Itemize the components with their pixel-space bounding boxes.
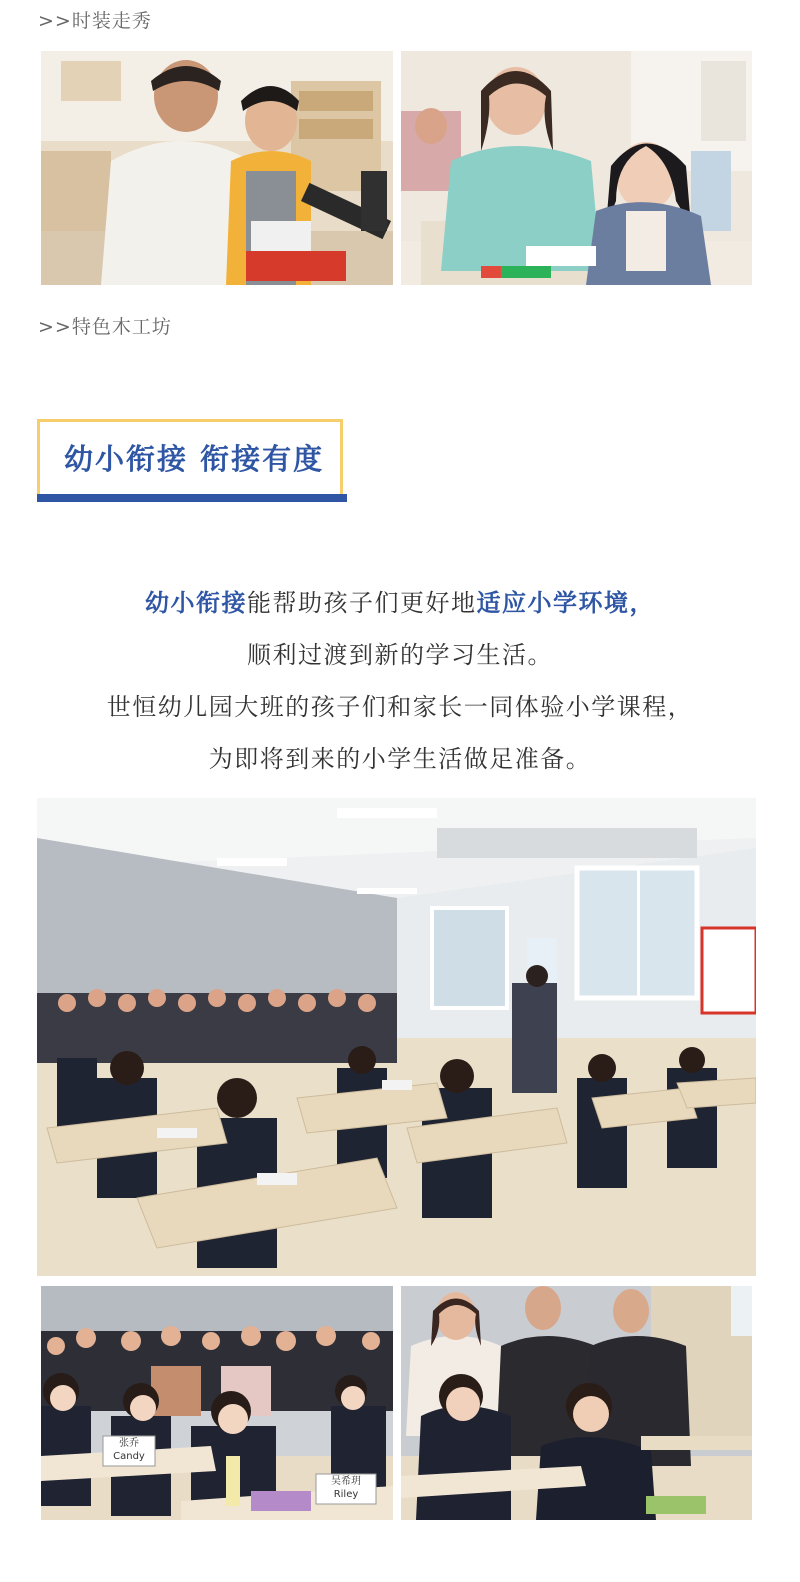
desk-name-card-en: Candy (113, 1451, 145, 1462)
paragraph-line-4: 为即将到来的小学生活做足准备。 (208, 745, 592, 773)
photo-fashion-drawing (401, 51, 752, 285)
photo-classroom-right (401, 1286, 752, 1520)
caption-fashion-show: >>时装走秀 (38, 10, 152, 32)
photo-classroom-left (41, 1286, 393, 1520)
desk-name-card-cn: 张乔 (119, 1438, 139, 1449)
section-title-underline (37, 494, 347, 502)
paragraph-line-1-end: ， (629, 589, 655, 617)
desk-name-card2-cn: 吴希玥 (331, 1476, 361, 1487)
highlight-adapt: 适应小学环境 (476, 589, 630, 617)
photo-classroom-wide (37, 798, 756, 1276)
section-title: 幼小衔接 衔接有度 (64, 442, 325, 476)
paragraph-line-1 (0, 583, 800, 618)
paragraph-line-2: 顺利过渡到新的学习生活。 (247, 641, 553, 669)
caption-woodwork: >>特色木工坊 (38, 316, 172, 338)
paragraph-line-3: 世恒幼儿园大班的孩子们和家长一同体验小学课程， (106, 693, 694, 721)
desk-name-card2-en: Riley (333, 1489, 359, 1500)
photo-woodwork-parent-child (41, 51, 393, 285)
paragraph-line-1-mid: 能帮助孩子们更好地 (247, 589, 477, 617)
highlight-transition: 幼小衔接 (145, 589, 247, 617)
